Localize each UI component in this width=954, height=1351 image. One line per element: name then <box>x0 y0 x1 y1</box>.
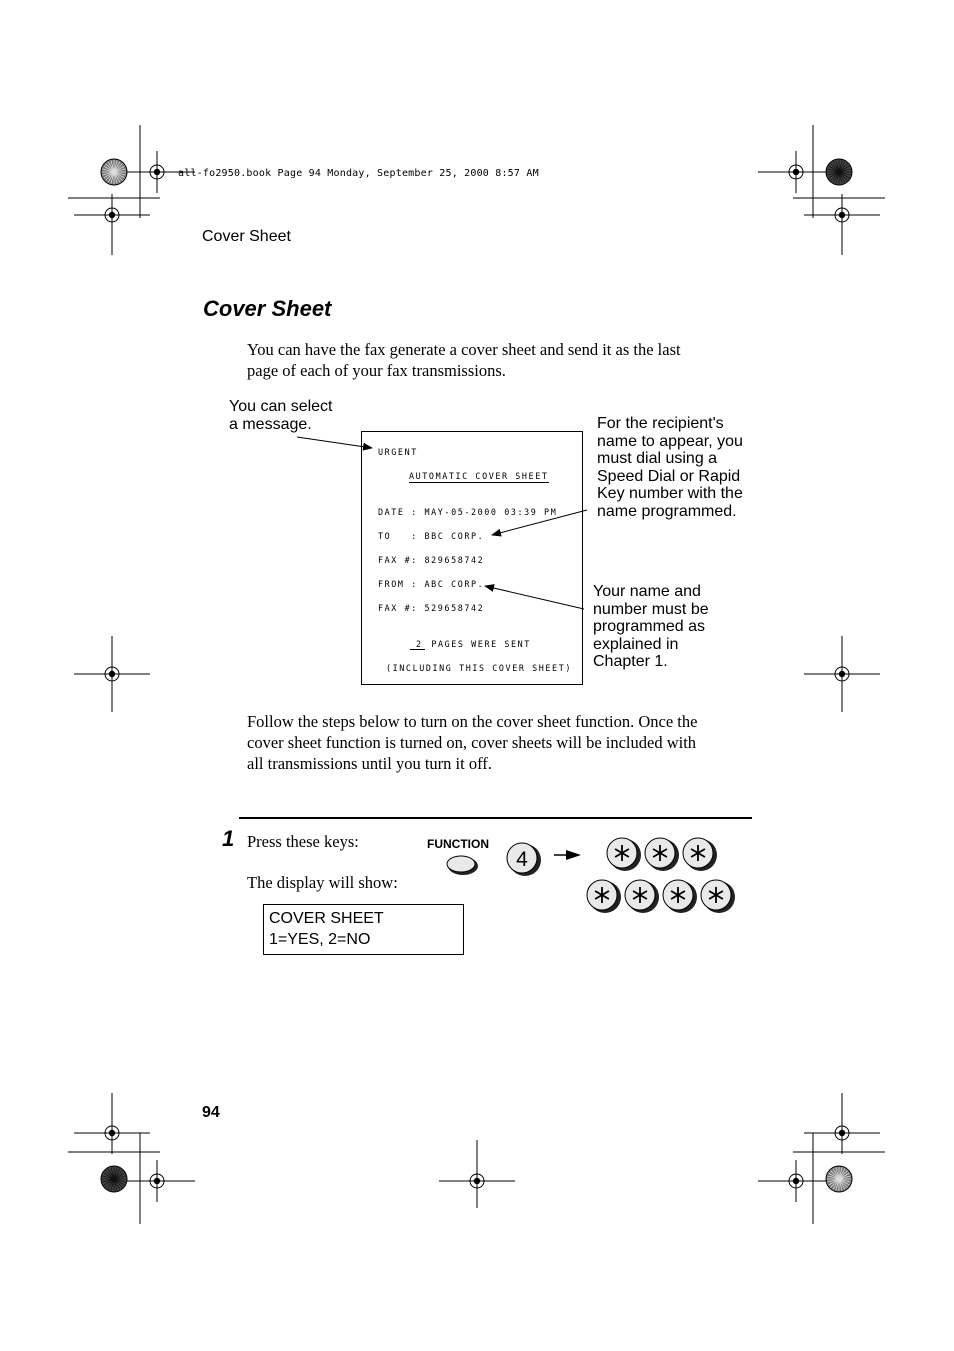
star-key-icon <box>607 838 641 871</box>
cover-to: TO : BBC CORP. <box>378 531 485 541</box>
callout-line: name to appear, you <box>597 432 743 450</box>
display-line-1: COVER SHEET <box>269 910 384 927</box>
cover-to-fax: FAX #: 829658742 <box>378 555 485 565</box>
display-line-2: 1=YES, 2=NO <box>269 931 371 948</box>
print-slug: all-fo2950.book Page 94 Monday, September 25, 2000 8:57 AM <box>178 168 539 179</box>
running-header: Cover Sheet <box>202 228 291 245</box>
intro-line: page of each of your fax transmissions. <box>247 361 506 380</box>
follow-line: all transmissions until you turn it off. <box>247 754 492 773</box>
callout-line: number must be <box>593 600 709 618</box>
callout-line: must dial using a <box>597 450 718 467</box>
follow-line: cover sheet function is turned on, cover sheets will be included with <box>247 733 697 752</box>
callout-line: Speed Dial or Rapid <box>597 467 741 485</box>
star-keys-group <box>587 838 735 913</box>
star-key-icon <box>645 838 679 871</box>
star-key-icon <box>625 880 659 913</box>
cover-including: (INCLUDING THIS COVER SHEET) <box>386 663 572 673</box>
star-key-icon <box>683 838 717 871</box>
step-number: 1 <box>222 826 235 851</box>
star-key-icon <box>701 880 735 913</box>
arrow-right-icon <box>554 850 581 860</box>
star-key-icon <box>663 880 697 913</box>
step-press-label: Press these keys: <box>247 832 359 851</box>
callout-line: Key number with the <box>597 485 743 502</box>
callout-line: Your name and <box>593 583 701 600</box>
callout-line: For the recipient's <box>597 415 724 432</box>
callout-line: programmed as <box>593 618 706 635</box>
callout-line: a message. <box>229 415 312 433</box>
callout-line: name programmed. <box>597 502 737 520</box>
cover-heading: AUTOMATIC COVER SHEET <box>409 471 549 481</box>
cover-date: DATE : MAY-05-2000 03:39 PM <box>378 507 558 517</box>
cover-pages-text: PAGES WERE SENT <box>431 639 531 649</box>
function-key <box>447 856 478 875</box>
cover-from-fax: FAX #: 529658742 <box>378 603 485 613</box>
callout-line: Chapter 1. <box>593 653 668 670</box>
cover-from: FROM : ABC CORP. <box>378 579 485 589</box>
cover-message: URGENT <box>378 447 418 457</box>
intro-line: You can have the fax generate a cover sheet and send it as the last <box>247 340 681 359</box>
function-key-label: FUNCTION <box>427 837 489 851</box>
star-key-icon <box>587 880 621 913</box>
lcd-display <box>263 904 464 955</box>
callout-line: You can select <box>229 398 333 415</box>
number-key-4 <box>507 843 541 876</box>
section-title: Cover Sheet <box>203 296 332 321</box>
callout-line: explained in <box>593 635 679 653</box>
follow-line: Follow the steps below to turn on the cover sheet function. Once the <box>247 712 698 731</box>
cover-pages-count: 2 <box>410 639 425 650</box>
number-key-4-label: 4 <box>516 848 528 871</box>
page-number: 94 <box>202 1104 220 1121</box>
step-display-label: The display will show: <box>247 873 398 892</box>
